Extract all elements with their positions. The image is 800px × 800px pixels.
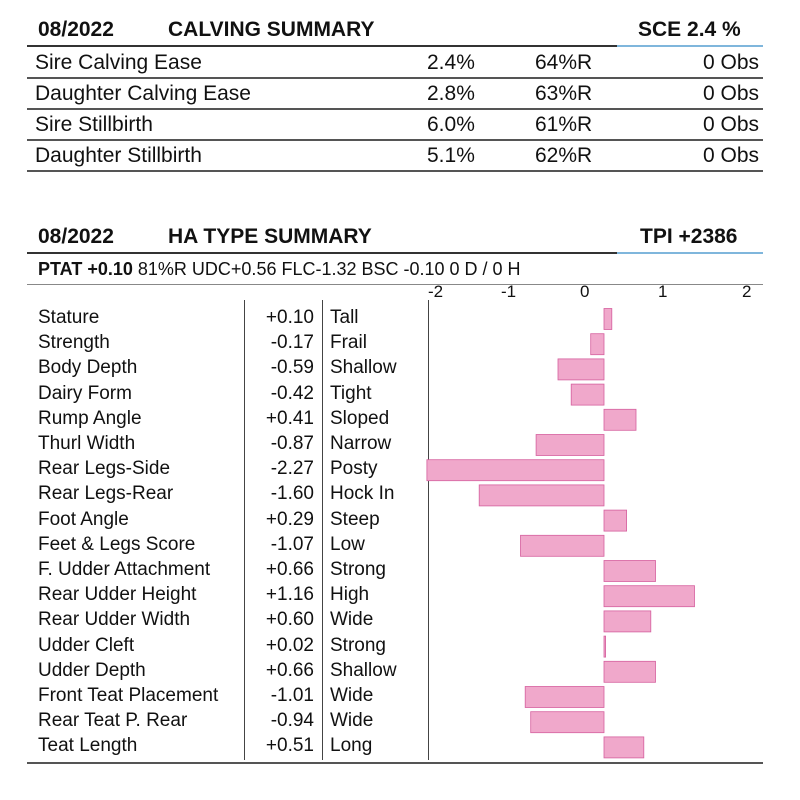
trait-value: +0.51 [265, 735, 314, 757]
trait-label: Front Teat Placement [38, 685, 219, 706]
trait-label: Rear Udder Height [38, 584, 197, 606]
bar-strength [591, 334, 604, 355]
trait-value: +0.66 [265, 659, 314, 681]
calving-row-obs: 0 Obs [702, 113, 759, 136]
tick-label: 2 [742, 282, 752, 301]
calving-row-rel: 63%R [535, 82, 593, 105]
trait-descriptor: Tight [330, 382, 372, 404]
trait-value: -2.27 [270, 458, 314, 480]
calving-row-name: Sire Stillbirth [35, 113, 153, 136]
trait-value: -0.42 [270, 382, 314, 404]
bar-rear-teat-p-rear [531, 712, 604, 733]
bar-body-depth [558, 359, 604, 380]
trait-label: Udder Cleft [38, 634, 135, 656]
trait-value: -0.17 [270, 332, 314, 354]
trait-value: -1.60 [270, 483, 314, 505]
trait-descriptor: Strong [330, 559, 386, 580]
trait-descriptor: Tall [330, 307, 359, 328]
trait-descriptor: Strong [330, 634, 386, 656]
bar-feet-legs-score [521, 535, 605, 556]
bar-stature [604, 309, 612, 330]
trait-label: Body Depth [38, 357, 138, 379]
ptat-details: 81%R UDC+0.56 FLC-1.32 BSC -0.10 0 D / 0 H [137, 259, 521, 279]
calving-row-name: Daughter Stillbirth [35, 144, 202, 167]
trait-label: Teat Length [38, 735, 138, 757]
calving-row-pct: 6.0% [427, 113, 475, 136]
calving-row-obs: 0 Obs [702, 82, 759, 105]
trait-label: Rear Udder Width [38, 609, 191, 631]
tick-label: 0 [580, 282, 590, 301]
calving-row-obs: 0 Obs [702, 144, 759, 167]
trait-descriptor: High [330, 584, 370, 606]
trait-value: -1.07 [270, 533, 314, 555]
bar-udder-cleft [604, 636, 606, 657]
ptat-value: PTAT +0.10 [38, 259, 133, 279]
trait-descriptor: Wide [330, 710, 374, 732]
trait-label: Strength [38, 332, 110, 354]
tick-label: 1 [658, 282, 668, 301]
type-title: HA TYPE SUMMARY [168, 225, 372, 248]
bar-rear-udder-height [604, 586, 695, 607]
trait-label: F. Udder Attachment [38, 559, 211, 580]
bottom-rule [27, 762, 763, 764]
type-date: 08/2022 [38, 225, 114, 248]
calving-row-rel: 62%R [535, 144, 593, 167]
trait-value: -0.59 [270, 357, 314, 379]
bar-udder-depth [604, 661, 656, 682]
trait-label: Stature [38, 307, 100, 328]
calving-row-obs: 0 Obs [702, 51, 759, 74]
trait-label: Rear Legs-Side [38, 458, 171, 480]
trait-value: -0.94 [270, 710, 314, 732]
calving-row-name: Daughter Calving Ease [35, 82, 251, 105]
trait-label: Udder Depth [38, 659, 146, 681]
trait-descriptor: Steep [330, 508, 380, 530]
bar-rear-udder-width [604, 611, 651, 632]
trait-descriptor: Sloped [330, 407, 390, 429]
trait-label: Rump Angle [38, 407, 142, 429]
trait-label: Rear Teat P. Rear [38, 710, 188, 732]
bar-rump-angle [604, 409, 636, 430]
calving-row-rel: 61%R [535, 113, 593, 136]
calving-row-rel: 64%R [535, 51, 593, 74]
trait-value: +0.60 [265, 609, 314, 631]
calving-row-pct: 2.8% [427, 82, 475, 105]
trait-label: Rear Legs-Rear [38, 483, 174, 505]
trait-value: +0.10 [265, 307, 314, 328]
bar-f-udder-attachment [604, 561, 656, 582]
trait-value: +0.02 [265, 634, 314, 656]
bar-teat-length [604, 737, 644, 758]
calving-title: CALVING SUMMARY [168, 18, 375, 41]
trait-value: +0.66 [265, 559, 314, 580]
trait-label: Feet & Legs Score [38, 533, 196, 555]
trait-descriptor: Posty [330, 458, 378, 480]
trait-label: Foot Angle [38, 508, 129, 530]
bar-rear-legs-side [427, 460, 604, 481]
tick-label: -1 [501, 282, 517, 301]
tick-label: -2 [428, 282, 444, 301]
bar-front-teat-placement [525, 687, 604, 708]
trait-descriptor: Low [330, 533, 365, 555]
calving-row-pct: 2.4% [427, 51, 475, 74]
trait-value: -1.01 [270, 685, 314, 706]
bar-thurl-width [536, 435, 604, 456]
trait-descriptor: Hock In [330, 483, 395, 505]
trait-descriptor: Narrow [330, 433, 392, 454]
trait-value: +1.16 [265, 584, 314, 606]
trait-label: Dairy Form [38, 382, 132, 404]
trait-label: Thurl Width [38, 433, 136, 454]
trait-descriptor: Wide [330, 609, 374, 631]
calving-date: 08/2022 [38, 18, 114, 41]
tpi-value: TPI +2386 [640, 225, 738, 248]
trait-descriptor: Shallow [330, 659, 397, 681]
trait-descriptor: Long [330, 735, 373, 757]
calving-row-name: Sire Calving Ease [35, 51, 202, 74]
calving-row-pct: 5.1% [427, 144, 475, 167]
trait-descriptor: Shallow [330, 357, 397, 379]
bar-rear-legs-rear [479, 485, 604, 506]
bar-dairy-form [571, 384, 604, 405]
trait-value: +0.41 [265, 407, 314, 429]
trait-descriptor: Wide [330, 685, 374, 706]
sce-value: SCE 2.4 % [638, 18, 741, 41]
trait-value: -0.87 [270, 433, 314, 454]
trait-descriptor: Frail [330, 332, 367, 354]
bar-foot-angle [604, 510, 627, 531]
trait-value: +0.29 [265, 508, 314, 530]
